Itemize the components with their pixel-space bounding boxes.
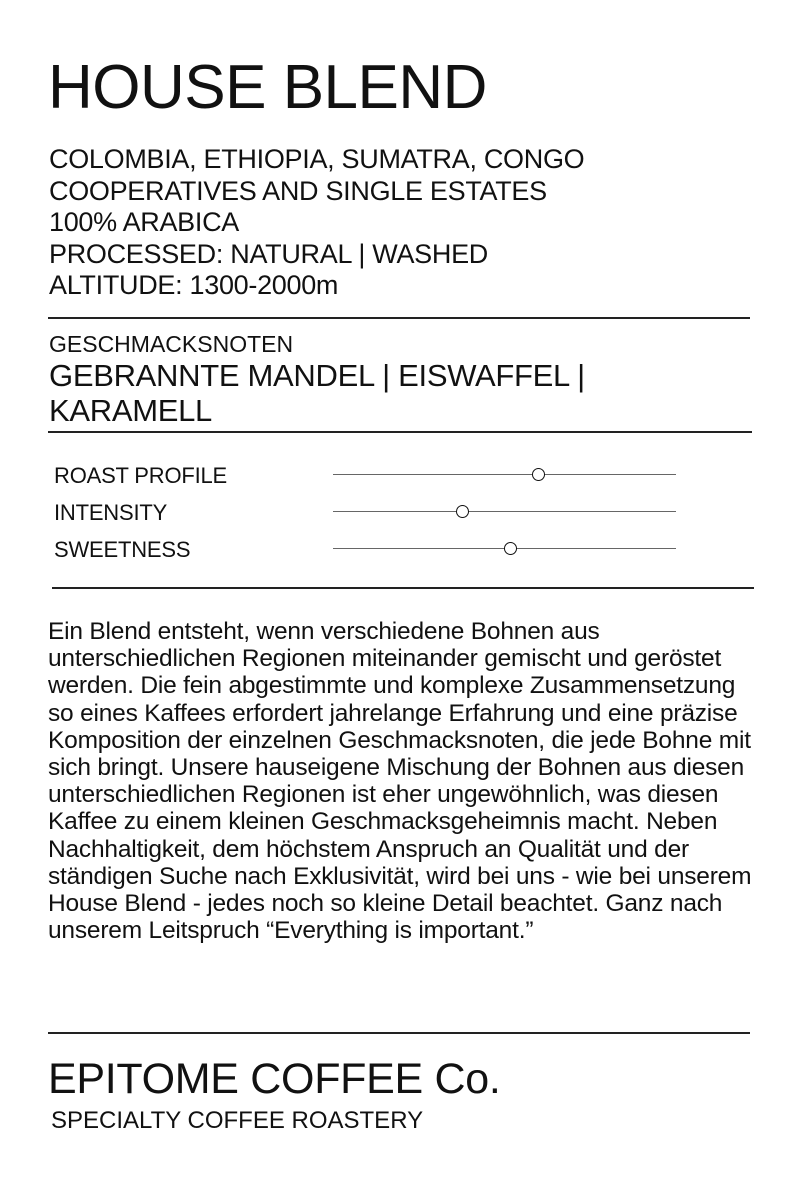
divider-tasting: [48, 431, 752, 433]
divider-top: [48, 317, 750, 319]
origin-sourcing: COOPERATIVES AND SINGLE ESTATES: [49, 175, 547, 206]
sweetness-scale-marker: [504, 542, 517, 555]
brand-name: EPITOME COFFEE Co.: [48, 1055, 501, 1103]
profile-row-roast: [54, 458, 694, 495]
intensity-scale-track: [333, 511, 676, 512]
origin-details: [49, 144, 584, 302]
sweetness-scale-track: [333, 548, 676, 549]
profile-label-intensity: INTENSITY: [54, 500, 168, 525]
blend-description: Ein Blend entsteht, wenn verschiedene Bohnen aus unterschiedlichen Regionen miteinander gemischt und geröstet werden. Die fein abgestimmte und komplexe Zusammensetzung so eines Kaffees erfordert jahrelange Erfahrung und eine präzise Komposition der einzelnen Geschmacksnoten, die jede Bohne mit sich bringt. Unsere hauseigene Mischung der Bohnen aus diesen unterschiedlichen Regionen ist eher ungewöhnlich, was diesen Kaffee zu einem kleinen Geschmacksgeheimnis macht. Neben Nachhaltigkeit, dem höchstem Anspruch an Qualität und der ständigen Suche nach Exklusivität, wird bei uns - wie bei unserem House Blend - jedes noch so kleine Detail beachtet. Ganz nach unserem Leitspruch “Everything is important.”: [48, 618, 752, 945]
intensity-scale-marker: [456, 505, 469, 518]
divider-bottom: [48, 1032, 750, 1034]
origin-countries: COLOMBIA, ETHIOPIA, SUMATRA, CONGO: [49, 144, 585, 174]
tasting-notes-value: GEBRANNTE MANDEL | EISWAFFEL | KARAMELL: [49, 358, 585, 428]
profile-scales: [54, 458, 694, 569]
origin-process: PROCESSED: NATURAL | WASHED: [49, 238, 488, 269]
origin-species: 100% ARABICA: [49, 207, 240, 237]
profile-label-sweetness: SWEETNESS: [54, 537, 191, 562]
profile-row-sweetness: [54, 532, 694, 569]
origin-altitude: ALTITUDE: 1300-2000m: [49, 270, 339, 300]
brand-tagline: SPECIALTY COFFEE ROASTERY: [51, 1107, 424, 1134]
roast-scale-marker: [532, 468, 545, 481]
profile-label-roast: ROAST PROFILE: [54, 463, 228, 488]
product-title: HOUSE BLEND: [48, 53, 487, 122]
profile-row-intensity: [54, 495, 694, 532]
divider-profile: [52, 587, 754, 589]
tasting-notes-label: GESCHMACKSNOTEN: [49, 331, 294, 357]
roast-scale-track: [333, 474, 676, 475]
